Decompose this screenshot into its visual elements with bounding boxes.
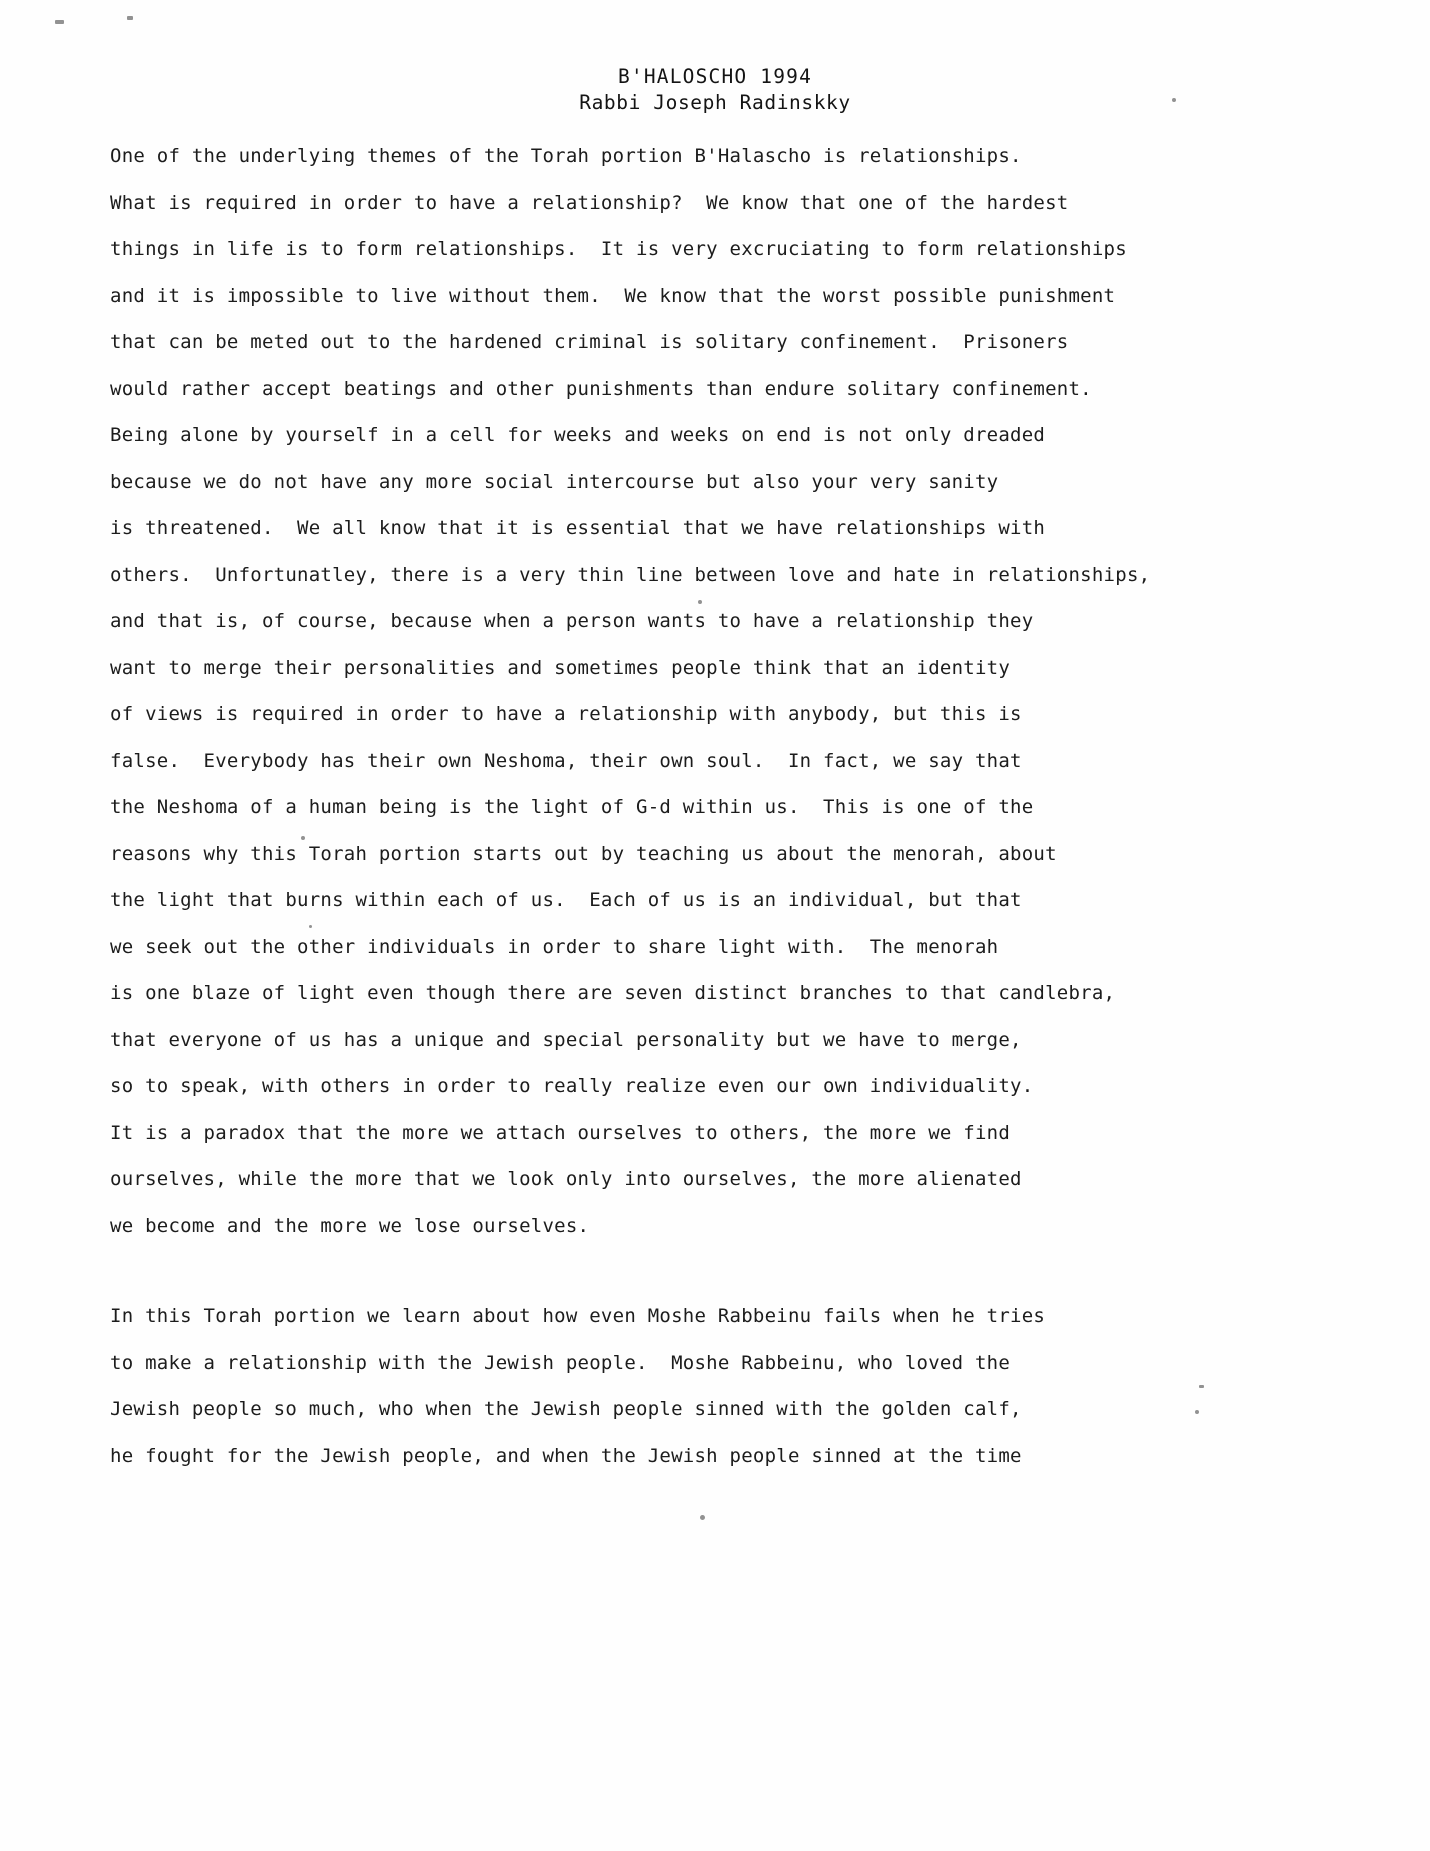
text-line: of views is required in order to have a relationship with anybody, but this is [110,703,1022,725]
text-line: What is required in order to have a relationship? We know that one of the hardest [110,191,1069,214]
scan-speck [700,1515,705,1520]
text-line: we seek out the other individuals in order to share light with. The menorah [110,935,999,958]
text-line: he fought for the Jewish people, and when the Jewish people sinned at the time [110,1444,1022,1467]
text-line: Jewish people so much, who when the Jewish people sinned with the golden calf, [110,1398,1022,1420]
text-line: things in life is to form relationships. It is very excruciating to form relationships [110,238,1127,260]
scan-speck [127,16,133,20]
document-byline: Rabbi Joseph Radinskky [579,91,851,114]
text-line: would rather accept beatings and other punishments than endure solitary confinement. [110,377,1092,400]
text-line: is threatened. We all know that it is essential that we have relationships with [110,517,1046,539]
document-title: B'HALOSCHO 1994 [617,65,813,88]
text-line: to make a relationship with the Jewish people. Moshe Rabbeinu, who loved the [110,1351,1011,1374]
text-line: that can be meted out to the hardened criminal is solitary confinement. Prisoners [110,331,1069,353]
text-line: In this Torah portion we learn about how even Moshe Rabbeinu fails when he tries [110,1305,1046,1327]
text-line: and that is, of course, because when a person wants to have a relationship they [110,610,1034,632]
text-line: reasons why this Torah portion starts out by teaching us about the menorah, about [110,842,1057,865]
text-line: Being alone by yourself in a cell for weeks and weeks on end is not only dreaded [110,424,1046,446]
text-line: we become and the more we lose ourselves. [110,1214,590,1237]
paragraph-moshe [110,1293,1340,1479]
text-line: ourselves, while the more that we look only into ourselves, the more alienated [110,1168,1022,1190]
text-line: that everyone of us has a unique and special personality but we have to merge, [110,1028,1022,1051]
text-line: the Neshoma of a human being is the light of G-d within us. This is one of the [110,796,1034,818]
text-line: others. Unfortunatley, there is a very thin line between love and hate in relationships, [110,563,1151,586]
text-line: want to merge their personalities and sometimes people think that an identity [110,656,1011,679]
document-body [110,133,1340,1479]
document-header [0,64,1430,116]
text-line: because we do not have any more social intercourse but also your very sanity [110,470,999,493]
text-line: so to speak, with others in order to really realize even our own individuality. [110,1075,1034,1097]
text-line: and it is impossible to live without them. We know that the worst possible punishment [110,284,1116,307]
text-line: One of the underlying themes of the Torah portion B'Halascho is relationships. [110,145,1022,167]
text-line: is one blaze of light even though there are seven distinct branches to that candlebra, [110,982,1116,1004]
text-line: the light that burns within each of us. Each of us is an individual, but that [110,889,1022,911]
text-line: It is a paradox that the more we attach ourselves to others, the more we find [110,1121,1011,1144]
text-line: false. Everybody has their own Neshoma, their own soul. In fact, we say that [110,749,1022,772]
scan-speck [55,20,64,24]
paragraph-relationships [110,133,1340,1249]
